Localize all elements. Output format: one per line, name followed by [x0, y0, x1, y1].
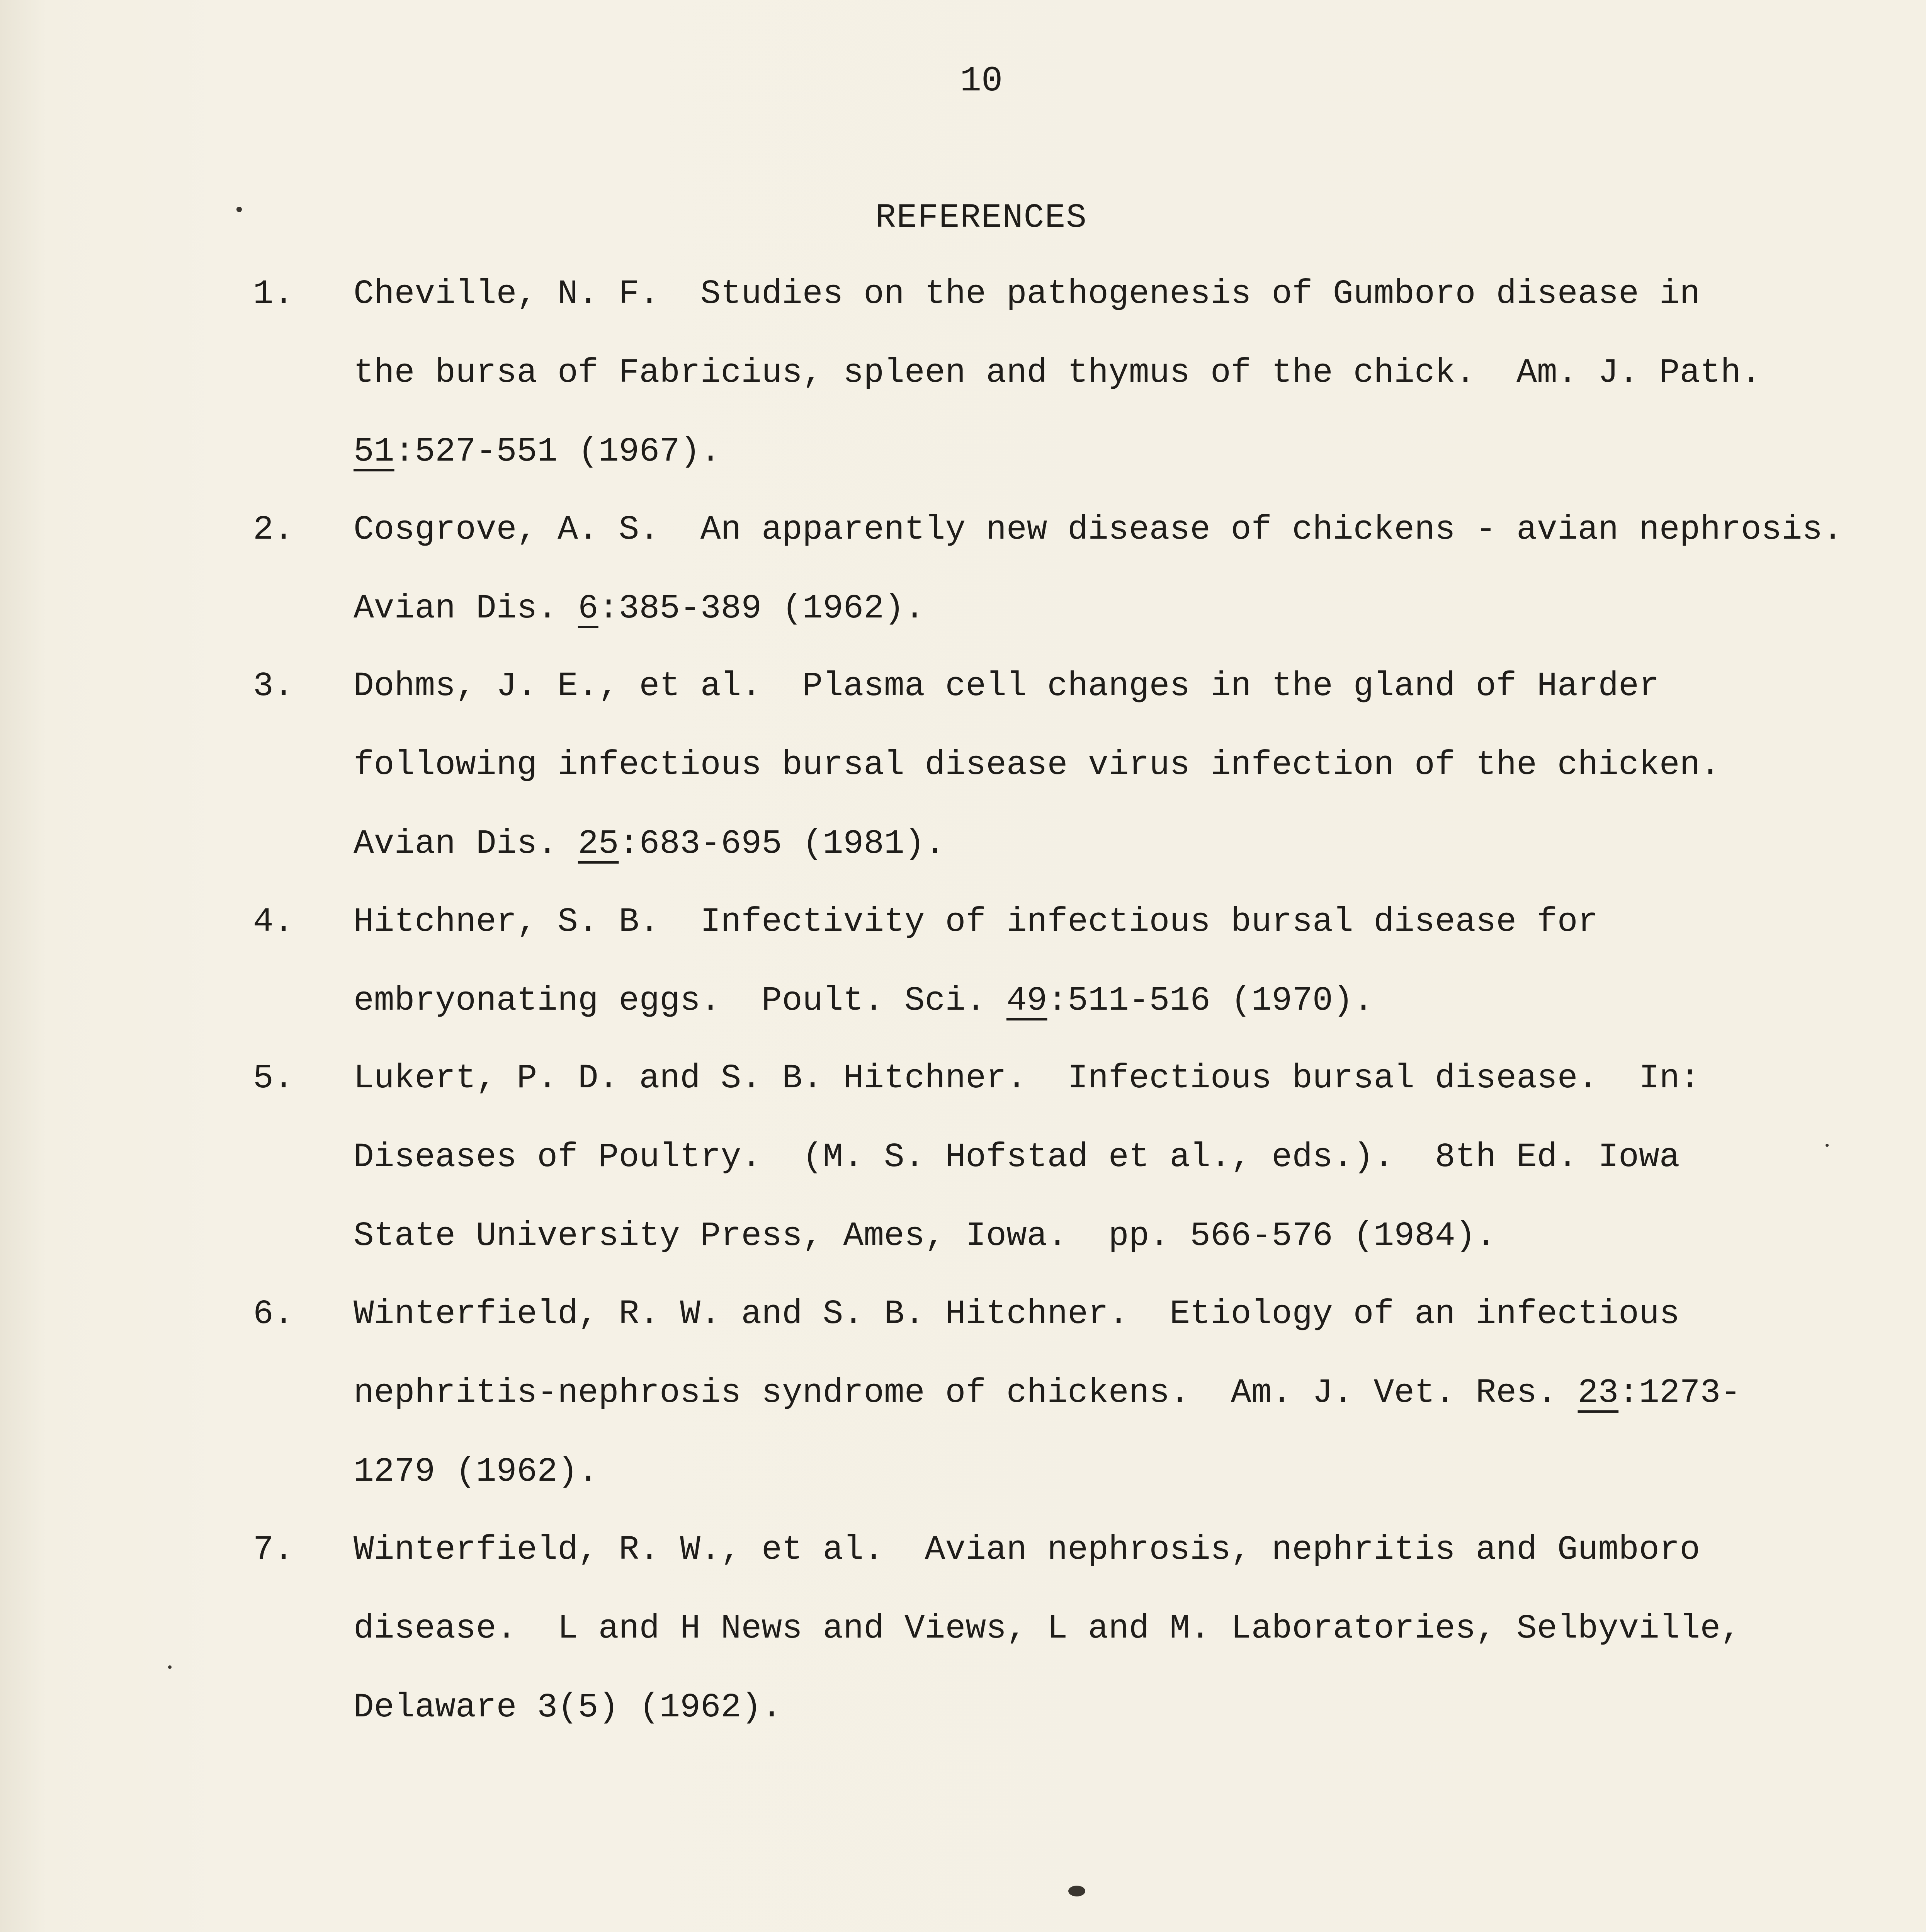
scan-speck: [1068, 1886, 1085, 1896]
volume-number: 49: [1006, 982, 1047, 1020]
volume-number: 6: [578, 590, 598, 628]
scan-speck: [1826, 1144, 1829, 1147]
reference-line: [354, 413, 1860, 492]
citation-details: :683-695 (1981).: [619, 825, 945, 863]
journal-name: embryonating eggs. Poult. Sci.: [354, 982, 1006, 1020]
reference-line: [354, 570, 1860, 648]
reference-line: [354, 1354, 1860, 1433]
citation-details: :1273-: [1618, 1374, 1741, 1412]
volume-number: 23: [1578, 1374, 1619, 1412]
reference-number: 4.: [253, 903, 294, 941]
reference-line: disease. L and H News and Views, L and M. Laboratories, Selbyville,: [354, 1610, 1741, 1648]
volume-number: 51: [354, 433, 394, 471]
page-number: 10: [960, 61, 1003, 101]
reference-number: 5.: [253, 1060, 294, 1098]
scan-speck: [236, 207, 242, 212]
reference-number: 6.: [253, 1295, 294, 1333]
reference-line: Hitchner, S. B. Infectivity of infectious bursal disease for: [354, 903, 1598, 941]
citation-details: :511-516 (1970).: [1047, 982, 1374, 1020]
reference-line: Winterfield, R. W. and S. B. Hitchner. Etiology of an infectious: [354, 1295, 1680, 1333]
reference-line: Lukert, P. D. and S. B. Hitchner. Infectious bursal disease. In:: [354, 1060, 1700, 1098]
volume-number: 25: [578, 825, 619, 863]
reference-line: Dohms, J. E., et al. Plasma cell changes in the gland of Harder: [354, 667, 1659, 706]
reference-number: 1.: [253, 275, 294, 313]
citation-details: :385-389 (1962).: [598, 590, 925, 628]
reference-line: [354, 805, 1860, 884]
journal-name: Avian Dis.: [354, 590, 578, 628]
reference-line: 1279 (1962).: [354, 1453, 598, 1491]
reference-line: State University Press, Ames, Iowa. pp. 566-576 (1984).: [354, 1217, 1496, 1255]
reference-line: Cheville, N. F. Studies on the pathogenesis of Gumboro disease in: [354, 275, 1700, 313]
reference-line: Cosgrove, A. S. An apparently new disease of chickens - avian nephrosis.: [354, 511, 1843, 549]
reference-line: Diseases of Poultry. (M. S. Hofstad et al., eds.). 8th Ed. Iowa: [354, 1138, 1680, 1177]
reference-line: [354, 962, 1860, 1041]
citation-details: :527-551 (1967).: [394, 433, 721, 471]
reference-line: the bursa of Fabricius, spleen and thymus of the chick. Am. J. Path.: [354, 354, 1761, 392]
reference-number: 7.: [253, 1531, 294, 1569]
references-heading: REFERENCES: [875, 199, 1088, 237]
journal-name: Avian Dis.: [354, 825, 578, 863]
reference-line: following infectious bursal disease virus infection of the chicken.: [354, 746, 1721, 784]
scan-speck: [168, 1665, 172, 1669]
reference-line: Delaware 3(5) (1962).: [354, 1689, 782, 1727]
reference-number: 3.: [253, 667, 294, 706]
reference-line: Winterfield, R. W., et al. Avian nephrosis, nephritis and Gumboro: [354, 1531, 1700, 1569]
reference-number: 2.: [253, 511, 294, 549]
citation-text: nephritis-nephrosis syndrome of chickens. Am. J. Vet. Res.: [354, 1374, 1578, 1412]
